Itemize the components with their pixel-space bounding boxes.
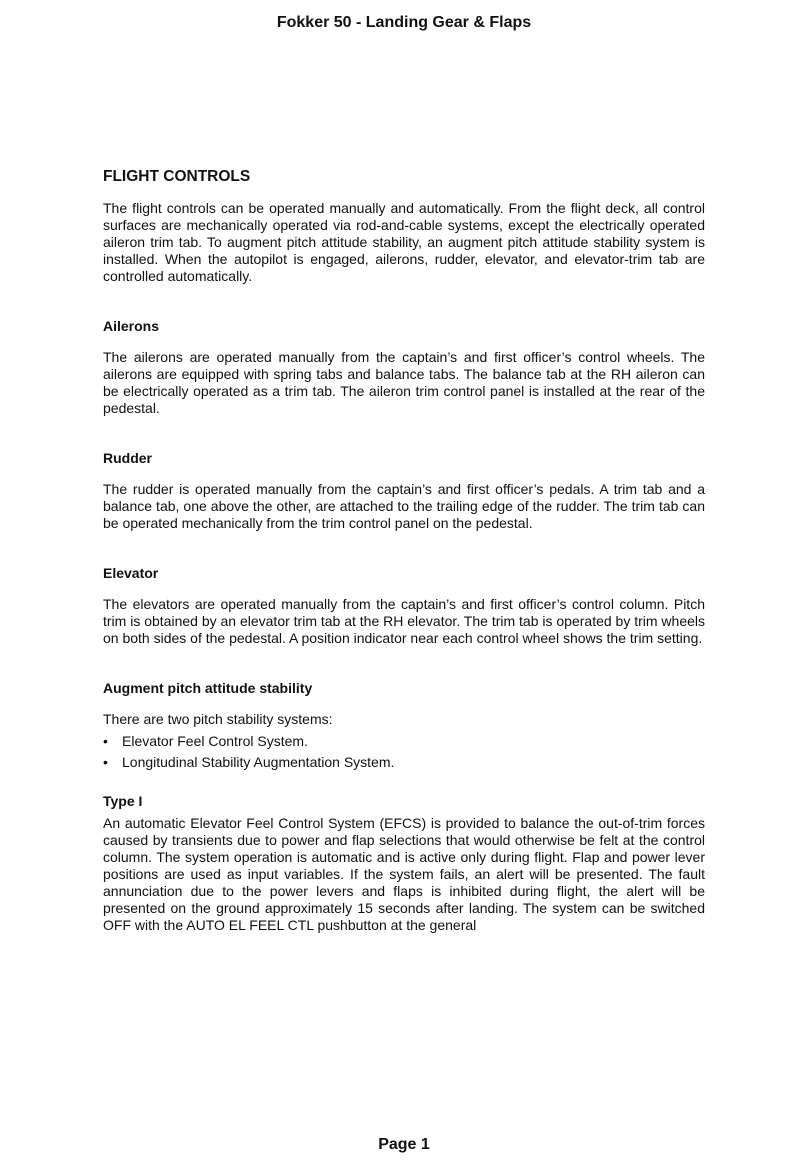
section-augment-pitch xyxy=(103,680,705,773)
page-number: Page 1 xyxy=(378,1136,430,1153)
section-elevator xyxy=(103,565,705,647)
section-title: Rudder xyxy=(103,450,152,466)
section-title: Type I xyxy=(103,793,143,809)
list-item-text: Elevator Feel Control System. xyxy=(122,733,308,749)
section-title: Ailerons xyxy=(103,318,160,334)
page-header-title: Fokker 50 - Landing Gear & Flaps xyxy=(276,14,532,31)
section-body: The elevators are operated manually from the captain’s and first officer’s control column. Pitch trim is obtained by an elevator trim tab at the RH elevator. The trim tab is operated by trim wheels on both sides of the pedestal. A position indicator near each control wheel shows the trim setting. xyxy=(103,596,706,646)
section-title: Augment pitch attitude stability xyxy=(103,680,313,696)
list-item xyxy=(103,752,705,773)
section-body: There are two pitch stability systems: xyxy=(103,711,333,727)
section-title: Elevator xyxy=(103,565,159,581)
section-body: The ailerons are operated manually from the captain’s and first officer’s control wheels. The ailerons are equipped with spring tabs and balance tabs. The balance tab at the RH aileron can be electrically operated as a trim tab. The aileron trim control panel is installed at the rear of the pedestal. xyxy=(103,349,705,416)
bullet-icon: • xyxy=(103,733,108,749)
list-item xyxy=(103,731,705,752)
section-type-1 xyxy=(103,793,705,934)
bullet-icon: • xyxy=(103,754,108,770)
intro-paragraph: The flight controls can be operated manually and automatically. From the flight deck, all control surfaces are mechanically operated via rod-and-cable systems, except the electrically operated aileron trim tab. To augment pitch attitude stability, an augment pitch attitude stability system is installed. When the autopilot is engaged, ailerons, rudder, elevator, and elevator-trim tab are controlled automatically. xyxy=(103,200,705,284)
section-body: The rudder is operated manually from the captain’s and first officer’s pedals. A trim tab and a balance tab, one above the other, are attached to the trailing edge of the rudder. The trim tab can be operated mechanically from the trim control panel on the pedestal. xyxy=(103,481,705,531)
section-body: An automatic Elevator Feel Control System (EFCS) is provided to balance the out-of-trim forces caused by transients due to power and flap selections that would otherwise be felt at the control column. The system operation is automatic and is active only during flight. Flap and power lever positions are used as input variables. If the system fails, an alert will be presented. The fault annunciation due to the power levers and flaps is inhibited during flight, the alert will be presented on the ground approximately 15 seconds after landing. The system can be switched OFF with the AUTO EL FEEL CTL pushbutton at the general xyxy=(103,815,705,933)
list-item-text: Longitudinal Stability Augmentation System. xyxy=(122,754,395,770)
document-body xyxy=(103,168,705,934)
bullet-list xyxy=(103,731,705,773)
section-rudder xyxy=(103,450,705,532)
section-ailerons xyxy=(103,318,705,417)
document-heading: FLIGHT CONTROLS xyxy=(103,168,251,185)
